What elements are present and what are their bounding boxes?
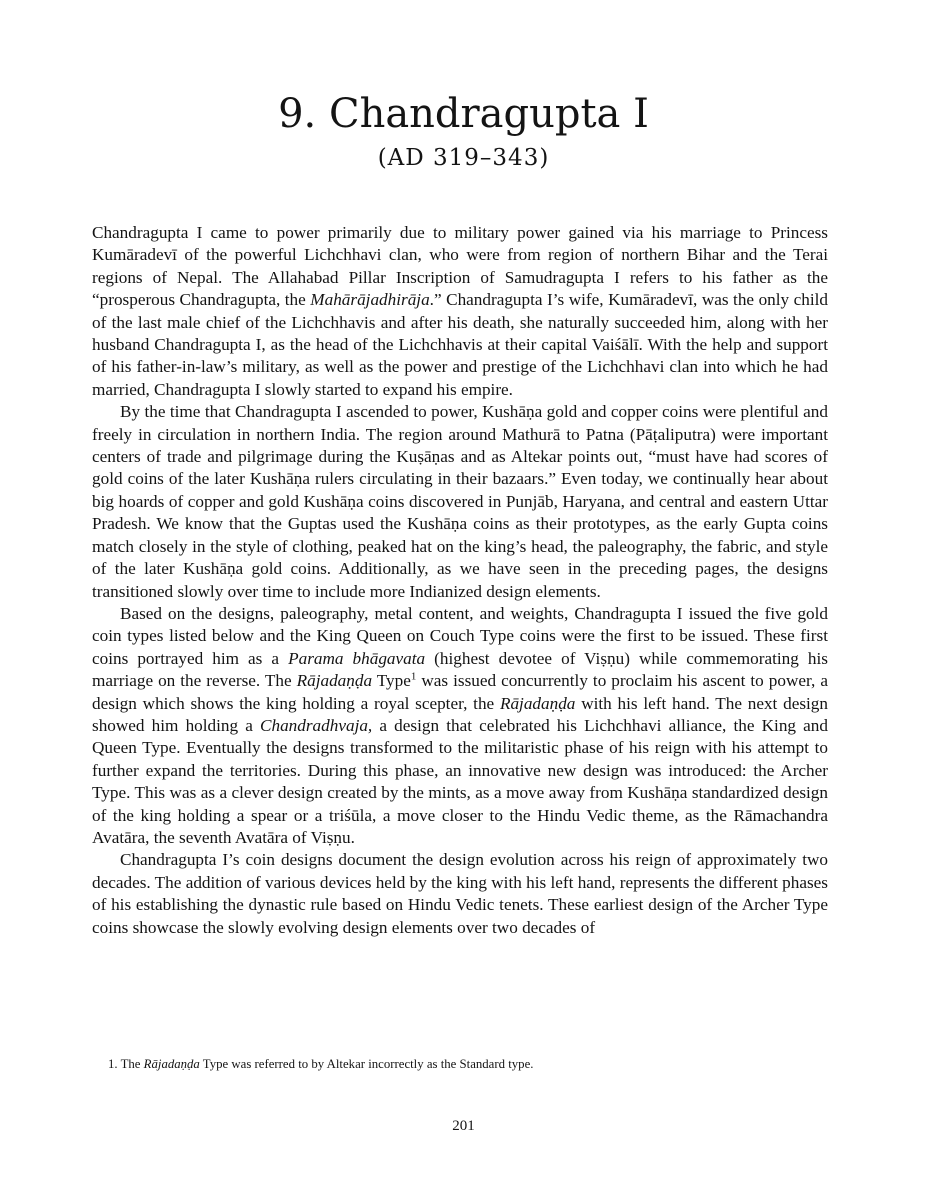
paragraph: [92, 401, 828, 603]
chapter-dates: (AD 319–343): [377, 145, 550, 171]
footnote-ref[interactable]: 1: [410, 670, 417, 683]
italic-term: Rājadaṇḍa: [499, 693, 576, 713]
paragraph: [92, 849, 828, 939]
paragraph: [92, 603, 828, 849]
italic-term: Chandradhvaja,: [260, 715, 373, 735]
chapter-title: 9. Chandragupta I: [278, 91, 649, 137]
footnotes: [108, 1055, 828, 1073]
page-number: 201: [452, 1118, 475, 1134]
text-run: Chandragupta I came to power primarily due to military power gained via his marriage to Princess Kumāradevī of the powerful Lichchhavi clan, who were from region of northern Bihar and the Terai regions of Nepal. The Allahabad Pillar Inscription of Samudragupta I refers to his father as the “prosperous Chandragupta, the: [92, 223, 828, 310]
footnote: [108, 1055, 828, 1073]
text-run: with his left hand. The next design showed him holding a: [92, 693, 828, 735]
text-run: a design that celebrated his Lichchhavi alliance, the King and Queen Type. Eventually the designs transformed to the militaristic phase of his reign with his attempt to further expand the territories. During this phase, an innovative new design was introduced: the Archer Type. This was as a clever design created by the mints, as a move away from Kushāṇa standardized design of the king holding a spear or a triśūla, a move closer to the Hindu Vedic theme, as the Rāmachandra Avatāra, the seventh Avatāra of Viṣṇu.: [92, 715, 828, 847]
text-run: .” Chandragupta I’s wife, Kumāradevī, was the only child of the last male chief of the Lichchhavis and after his death, she naturally succeeded him, along with her husband Chandragupta I, as the head of the Lichchhavis at their capital Vaiśālī. With the help and support of his father-in-law’s military, as well as the power and prestige of the Lichchhavi clan into which he had married, Chandragupta I slowly started to expand his empire.: [92, 290, 828, 399]
text-run: Type: [372, 671, 411, 691]
text-run: By the time that Chandragupta I ascended to power, Kushāṇa gold and copper coins were plentiful and freely in circulation in northern India. The region around Mathurā to Patna (Pāṭaliputra) were important centers of trade and pilgrimage during the Kuṣāṇas and as Altekar points out, “must have had scores of gold coins of the later Kushāṇa rulers circulating in their bazaars.” Even today, we continually hear about big hoards of copper and gold Kushāṇa coins discovered in Punjāb, Haryana, and central and eastern Uttar Pradesh. We know that the Guptas used the Kushāṇa coins as their prototypes, as the early Gupta coins match closely in the style of clothing, peaked hat on the king’s head, the paleography, the fabric, and style of the later Kushāṇa gold coins. Additionally, as we have seen in the preceding pages, the designs transitioned slowly over time to include more Indianized design elements.: [92, 402, 828, 601]
footnote-text: 1. The: [108, 1057, 144, 1071]
italic-term: Parama bhāgavata: [288, 648, 426, 668]
italic-term: Rājadaṇḍa: [143, 1057, 200, 1071]
text-run: Based on the designs, paleography, metal content, and weights, Chandragupta I issued the five gold coin types listed below and the King Queen on Couch Type coins were the first to be issued. These first coins portrayed him as a: [92, 603, 828, 668]
footnote-text: Type was referred to by Altekar incorrectly as the Standard type.: [199, 1057, 534, 1071]
paragraph: [92, 222, 828, 401]
italic-term: Rājadaṇḍa: [296, 671, 373, 691]
italic-term: Mahārājadhirāja: [310, 290, 430, 310]
text-run: Chandragupta I’s coin designs document the design evolution across his reign of approximately two decades. The addition of various devices held by the king with his left hand, represents the different phases of his establishing the dynastic rule based on Hindu Vedic tenets. These earliest design of the Archer Type coins showcase the slowly evolving design elements over two decades of: [92, 850, 828, 937]
text-run: was issued concurrently to proclaim his ascent to power, a design which shows the king holding a royal scepter, the: [92, 671, 828, 713]
body-text: [92, 222, 828, 939]
text-run: (highest devotee of Viṣṇu) while commemorating his marriage on the reverse. The: [92, 648, 828, 691]
